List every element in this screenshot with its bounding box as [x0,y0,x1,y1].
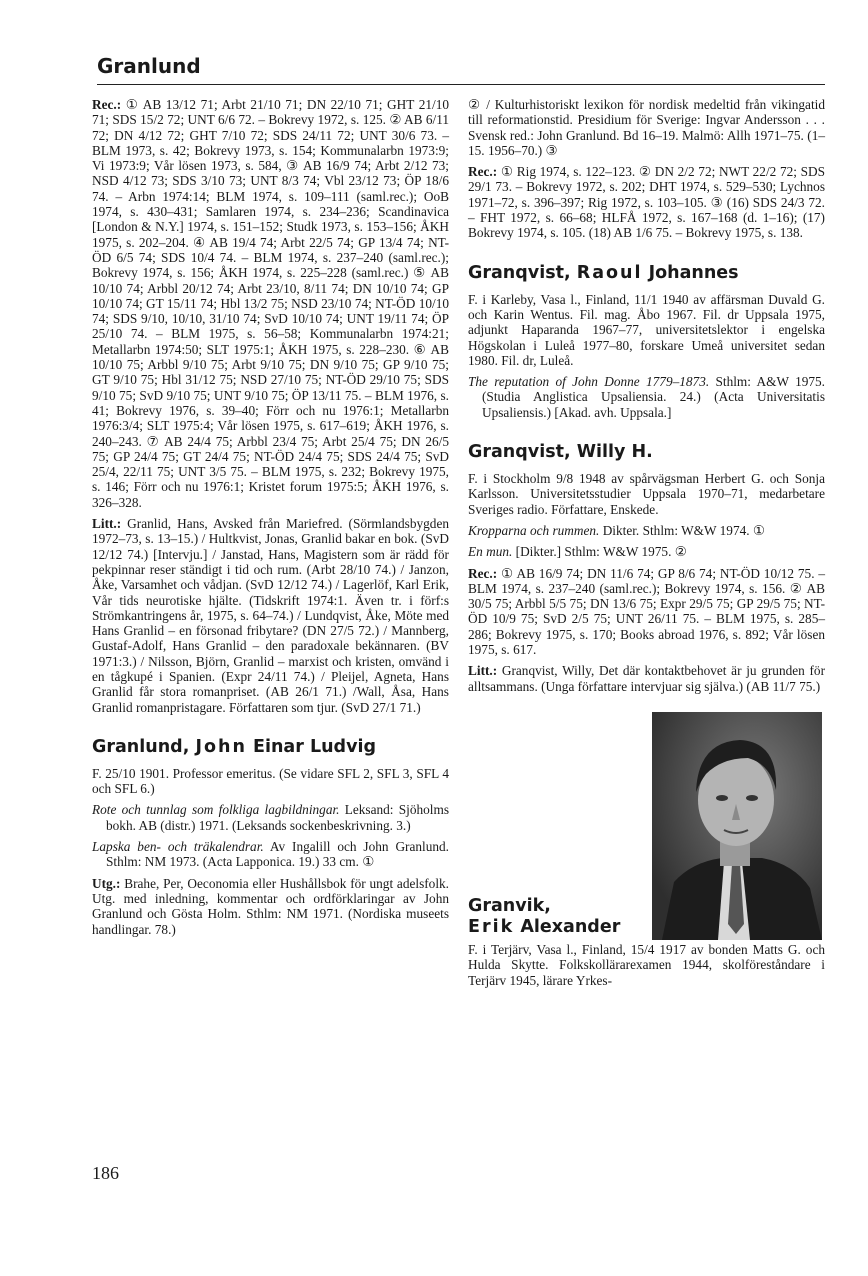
litt-text: Granlid, Hans, Avsked från Mariefred. (Sörmlandsbygden 1972–73, s. 13–15.) / Hultkvist, Jonas, Granlid bakar en bok. (SvD 12/12 74.) [Intervju.] / Janstad, Hans, Magistern som är rädd för pekpinnar reser ständigt i tid och rum. (Arbt 28/10 74.) / Janzon, Åke, Varsamhet och vådjan. (SvD 12/12 74.) / Lagerlöf, Karl Erik, Vår tids neurotiske hjälte. (Tidskrift 1974:1. Även tr. i förf:s Strömkantringens år, 1975, s. 64–74.) / Lundqvist, Åke, Möte med Hans Granlid – en försonad fribytare? (DN 27/5 72.) / Mannberg, Gustaf-Adolf, Hans Granlid – den paradoxale bekännaren. (BV 1971:3.) / Nilsson, Björn, Granlid – marxist och kristen, omvänd i en tågkupé i Spanien. (Expr 24/11 74.) / Pleijel, Agneta, Hans Granlid får stora romanpriset. (AB 26/1 71.) /Wall, Åsa, Hans Granlid romanpristagare. Författaren som tjur. (SvD 27/1 71.) [92,516,449,715]
rec-label: Rec.: [468,164,498,180]
entry-bio: F. i Stockholm 9/8 1948 av spårvägsman Herbert G. och Sonja Karlsson. Universitetsstudier Uppsala 1970–71, medarbetare Sveriges radio. Författare, Enskede. [468,471,825,517]
continued-work: ② / Kulturhistoriskt lexikon för nordisk medeltid från vikingatid till reformationstid. Presidium för Sverige: Ingvar Andersson . . . Svensk red.: John Granlund. Bd 16–19. Malmö: Allh 1971–75. (1–15. 1956–70.) ③ [468,97,825,158]
work-item: The reputation of John Donne 1779–1873. Sthlm: A&W 1975. (Studia Anglistica Upsaliensia. 24.) (Acta Universitatis Upsaliensis.) [Akad. avh. Uppsala.] [468,374,825,420]
work-title: En mun. [468,544,513,560]
rec-label: Rec.: [468,565,498,581]
work-item: Kropparna och rummen. Dikter. Sthlm: W&W 1974. ① [468,522,765,538]
entry-bio: F. 25/10 1901. Professor emeritus. (Se vidare SFL 2, SFL 3, SFL 4 och SFL 6.) [92,765,449,797]
page-number: 186 [92,1163,119,1183]
litt-label: Litt.: [92,516,122,532]
litt-paragraph [92,516,449,715]
entry-heading-john-granlund: Granlund, John Einar Ludvig [92,736,377,757]
work-title: Lapska ben- och träkalendrar. [92,839,264,855]
rec-text: ① AB 13/12 71; Arbt 21/10 71; DN 22/10 71; GHT 21/10 71; SDS 15/2 72; UNT 6/6 72. – Bokrevy 1972, s. 125. ② AB 6/11 72; DN 4/12 72; GHT 7/10 72; SDS 24/11 72; UNT 30/6 73. – BLM 1973, s. 42; Bokrevy 1973, s. 154; Kommunalarbn 1973:9; Vi 1973:9; Vår lösen 1973, s. 584, ③ AB 16/9 74; Arbt 2/12 73; NSD 4/12 73; SDS 3/10 73; UNT 8/3 74; Vbl 23/12 73; ÖP 18/6 74. – Arbn 1974:14; BLM 1974, s. 109–111 (saml.rec.); OoB 1974, s. 430–431; Samlaren 1974, s. 234–236; Scandinavica [London & N.Y.] 1974, s. 151–152; Studk 1973, s. 153–156; ÅKH 1975, s. 202–204. ④ AB 19/4 74; Arbt 22/5 74; GP 13/4 74; NT-ÖD 6/5 74; SDS 10/4 74. – BLM 1974, s. 237–240 (saml.rec.); Bokrevy 1974, s. 156; ÅKH 1974, s. 225–228 (saml.rec.) ⑤ AB 10/10 74; Arbbl 20/12 74; Arbt 23/10, 8/11 74; DN 10/10 74; GP 10/10 74; GT 15/11 74; Hbl 13/2 75; NSD 23/10 74; NT-ÖD 10/10 74; SDS 9/10, 10/10, 31/10 74; SvD 10/10 74; UNT 19/11 74; ÖP 25/10 74. – BLM 1975, s. 56–58; Kommunalarbn 1974:21; Metallarbn 1974:50; SLT 1975:1; ÅKH 1975, s. 228–230. ⑥ AB 10/10 75; Arbbl 9/10 75; Arbt 9/10 75; DN 9/10 75; GP 9/10 75; GT 9/10 75; Hbl 31/12 75; NSD 27/10 75; NT-ÖD 29/10 75; SDS 9/10 75; SvD 9/10 75; UNT 9/10 75; ÖP 13/11 75. – BLM 1976, s. 41; Bokrevy 1976, s. 39–40; Förr och nu 1976:1; Metallarbn 1976:3/4; SLT 1975:4; Vår lösen 1975, s. 617–619; ÅKH 1976, s. 240–243. ⑦ AB 24/4 75; Arbbl 23/4 75; Arbt 25/4 75; DN 26/5 75; GP 24/4 75; GT 24/4 75; NT-ÖD 24/4 75; SDS 24/4 75; SvD 25/4, 22/11 75; UNT 3/5 75. – BLM 1975, s. 232; Bokrevy 1975, s. 146; Förr och nu 1976:1; Kristet forum 1975:5; ÅKH 1976, s. 326–328. [92,97,449,510]
entry-heading-willy-granqvist: Granqvist, Willy H. [468,442,653,463]
work-title: The reputation of John Donne 1779–1873. [468,374,710,390]
rec-label: Rec.: [92,97,122,112]
entry-heading-erik-granvik: Granvik, Erik Alexander [468,895,621,937]
right-column [468,97,825,994]
rec-paragraph: Rec.: ① AB 16/9 74; DN 11/6 74; GP 8/6 74; NT-ÖD 10/12 75. – BLM 1974, s. 237–240 (saml.rec.); Bokrevy 1974, s. 156. ② AB 30/5 75; Arbbl 5/5 75; DN 13/6 75; Expr 29/5 75; GP 29/5 75; NT-ÖD 10/9 75; SvD 2/5 75; UNT 26/11 75. – BLM 1975, s. 285–286; Bokrevy 1975, s. 170; Books abroad 1976, s. 892; Vår lösen 1975, s. 617. [468,565,825,658]
work-item: En mun. [Dikter.] Sthlm: W&W 1975. ② [468,544,687,560]
portrait-illustration [652,712,822,940]
entry-bio: F. i Karleby, Vasa l., Finland, 11/1 1940 av affärsman Duvald G. och Karin Wentus. Fil. mag. Åbo 1967. Fil. dr Uppsala 1975, adjunkt Haparanda 1967–77, universitetslektor i engelska Högskolan i Luleå 1977–80, forskare Umeå universitet sedan 1980. Fil. dr, Luleå. [468,291,825,368]
left-column [92,97,449,943]
work-title: Rote och tunnlag som folkliga lagbildningar. [92,802,340,818]
litt-label: Litt.: [468,663,498,679]
header-rule [97,84,825,85]
work-title: Kropparna och rummen. [468,522,600,538]
entry-heading-raoul-granqvist: Granqvist, Raoul Johannes [468,262,739,283]
portrait-photo [652,712,822,940]
rec-paragraph [92,97,449,510]
utg-paragraph: Utg.: Brahe, Per, Oeconomia eller Hushållsbok för ungt adelsfolk. Utg. med inledning, kommentar och ordförklaringar av John Granlund och Gösta Holm. Sthlm: NM 1971. (Nordiska museets handlingar. 78.) [92,875,449,937]
litt-paragraph: Litt.: Granqvist, Willy, Det där kontaktbehovet är ju grunden för alltsammans. (Unga författare intervjuar sig själva.) (AB 11/7 75.) [468,663,825,694]
portrait-block [468,712,825,942]
work-item: Rote och tunnlag som folkliga lagbildningar. Leksand: Sjöholms bokh. AB (distr.) 1971. (Leksands sockenbeskrivning. 3.) [92,802,449,833]
utg-label: Utg.: [92,875,121,891]
entry-bio: F. i Terjärv, Vasa l., Finland, 15/4 1917 av bonden Matts G. och Hulda Skytte. Folkskollärarexamen 1944, skolföreståndare i Terjärv 1945, lärare Yrkes- [468,941,825,988]
work-item: Lapska ben- och träkalendrar. Av Ingalill och John Granlund. Sthlm: NM 1973. (Acta Lapponica. 19.) 33 cm. ① [92,839,449,870]
running-head: Granlund [97,54,201,78]
rec-paragraph: Rec.: ① Rig 1974, s. 122–123. ② DN 2/2 72; NWT 22/2 72; SDS 29/1 73. – Bokrevy 1972, s. 202; DHT 1974, s. 529–530; Lychnos 1971–72, s. 396–397; Rig 1972, s. 103–105. ③ (16) SDS 24/3 72. – FHT 1972, s. 66–68; HLFÅ 1972, s. 167–168 (d. 1–16); (17) Bokrevy 1974, s. 105. (18) AB 1/6 75. – Bokrevy 1975, s. 138. [468,164,825,241]
